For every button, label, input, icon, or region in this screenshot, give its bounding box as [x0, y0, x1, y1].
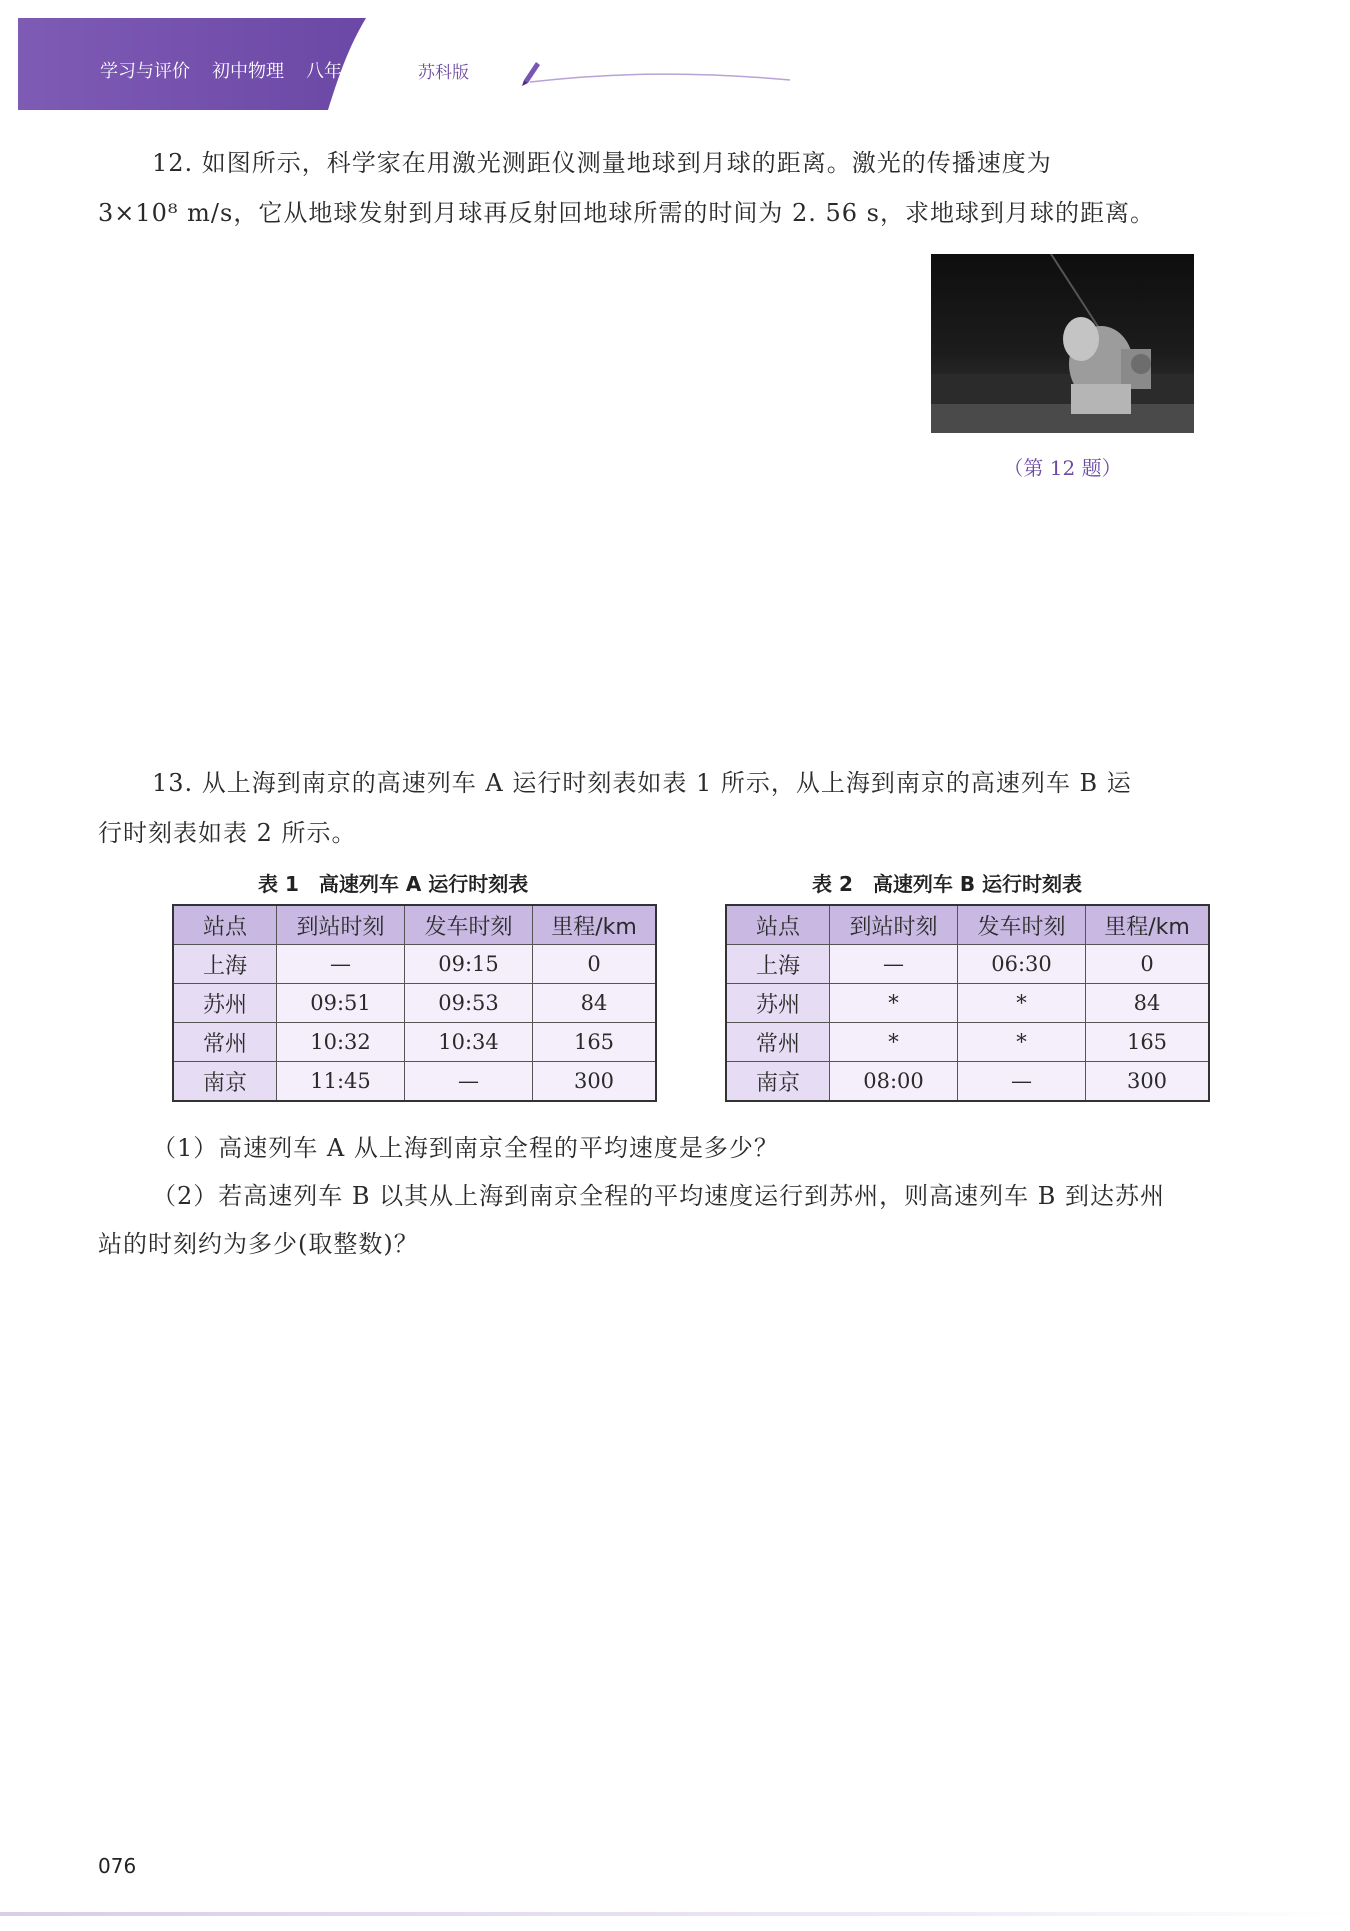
station-cell: 常州: [726, 1023, 830, 1062]
table-row: [173, 945, 656, 984]
table-2-title: 表 2 高速列车 B 运行时刻表: [812, 872, 1083, 896]
mileage-cell: 0: [533, 945, 657, 984]
header-cell: 到站时刻: [277, 905, 405, 945]
q12-line-1: 12. 如图所示，科学家在用激光测距仪测量地球到月球的距离。激光的传播速度为: [152, 149, 1052, 177]
table-row: [173, 1023, 656, 1062]
departure-cell: —: [405, 1062, 533, 1102]
departure-cell: *: [958, 1023, 1086, 1062]
sub-question-2-line-1: （2）若高速列车 B 以其从上海到南京全程的平均速度运行到苏州，则高速列车 B 到达苏州: [152, 1182, 1166, 1210]
departure-cell: 06:30: [958, 945, 1086, 984]
departure-cell: —: [958, 1062, 1086, 1102]
station-cell: 常州: [173, 1023, 277, 1062]
station-cell: 南京: [726, 1062, 830, 1102]
arrival-cell: 10:32: [277, 1023, 405, 1062]
header-cell: 站点: [173, 905, 277, 945]
mileage-cell: 84: [1086, 984, 1210, 1023]
mileage-cell: 300: [533, 1062, 657, 1102]
running-header: [100, 54, 469, 86]
header-cell: 发车时刻: [405, 905, 533, 945]
table-1: [172, 904, 657, 1102]
table-header-row: [726, 905, 1209, 945]
arrival-cell: —: [830, 945, 958, 984]
table-row: [726, 1062, 1209, 1102]
sub-question-1: （1）高速列车 A 从上海到南京全程的平均速度是多少？: [152, 1134, 779, 1162]
station-cell: 南京: [173, 1062, 277, 1102]
q13-line-2: 行时刻表如表 2 所示。: [98, 819, 357, 847]
mileage-cell: 165: [533, 1023, 657, 1062]
arrival-cell: *: [830, 1023, 958, 1062]
departure-cell: 09:53: [405, 984, 533, 1023]
mileage-cell: 0: [1086, 945, 1210, 984]
arrival-cell: 09:51: [277, 984, 405, 1023]
figure-caption: （第 12 题）: [1003, 456, 1122, 480]
station-cell: 苏州: [726, 984, 830, 1023]
question-13-subquestions: [98, 1124, 1216, 1268]
laser-rangefinder-photo: [931, 254, 1194, 433]
q13-line-1: 13. 从上海到南京的高速列车 A 运行时刻表如表 1 所示，从上海到南京的高速列车 B 运: [152, 769, 1132, 797]
table-1-title: 表 1 高速列车 A 运行时刻表: [258, 872, 529, 896]
header-cell: 里程/km: [533, 905, 657, 945]
table-row: [726, 945, 1209, 984]
subject-label: 初中物理: [212, 61, 284, 82]
mileage-cell: 165: [1086, 1023, 1210, 1062]
q12-line-2: 3×10⁸ m/s，它从地球发射到月球再反射回地球所需的时间为 2. 56 s，求地球到月球的距离。: [98, 199, 1155, 227]
sub-question-2-line-2: 站的时刻约为多少(取整数)？: [98, 1230, 419, 1258]
table-row: [173, 984, 656, 1023]
edition-label: 苏科版: [418, 62, 469, 83]
departure-cell: *: [958, 984, 1086, 1023]
book-title: 学习与评价: [100, 61, 190, 82]
grade-label: 八年级上册: [306, 61, 396, 82]
station-cell: 苏州: [173, 984, 277, 1023]
mileage-cell: 84: [533, 984, 657, 1023]
arrival-cell: *: [830, 984, 958, 1023]
mileage-cell: 300: [1086, 1062, 1210, 1102]
header-cell: 站点: [726, 905, 830, 945]
departure-cell: 09:15: [405, 945, 533, 984]
table-2: [725, 904, 1210, 1102]
arrival-cell: 08:00: [830, 1062, 958, 1102]
table-row: [726, 1023, 1209, 1062]
question-12: [98, 138, 1216, 238]
arrival-cell: —: [277, 945, 405, 984]
header-cell: 发车时刻: [958, 905, 1086, 945]
footer-rule: [0, 1912, 1350, 1916]
table-row: [173, 1062, 656, 1102]
arrival-cell: 11:45: [277, 1062, 405, 1102]
page-number: 076: [98, 1854, 137, 1878]
station-cell: 上海: [726, 945, 830, 984]
table-header-row: [173, 905, 656, 945]
table-row: [726, 984, 1209, 1023]
pencil-icon: [520, 52, 800, 92]
telescope-illustration: [931, 254, 1194, 433]
departure-cell: 10:34: [405, 1023, 533, 1062]
header-cell: 里程/km: [1086, 905, 1210, 945]
header-cell: 到站时刻: [830, 905, 958, 945]
station-cell: 上海: [173, 945, 277, 984]
question-13: [98, 758, 1216, 858]
